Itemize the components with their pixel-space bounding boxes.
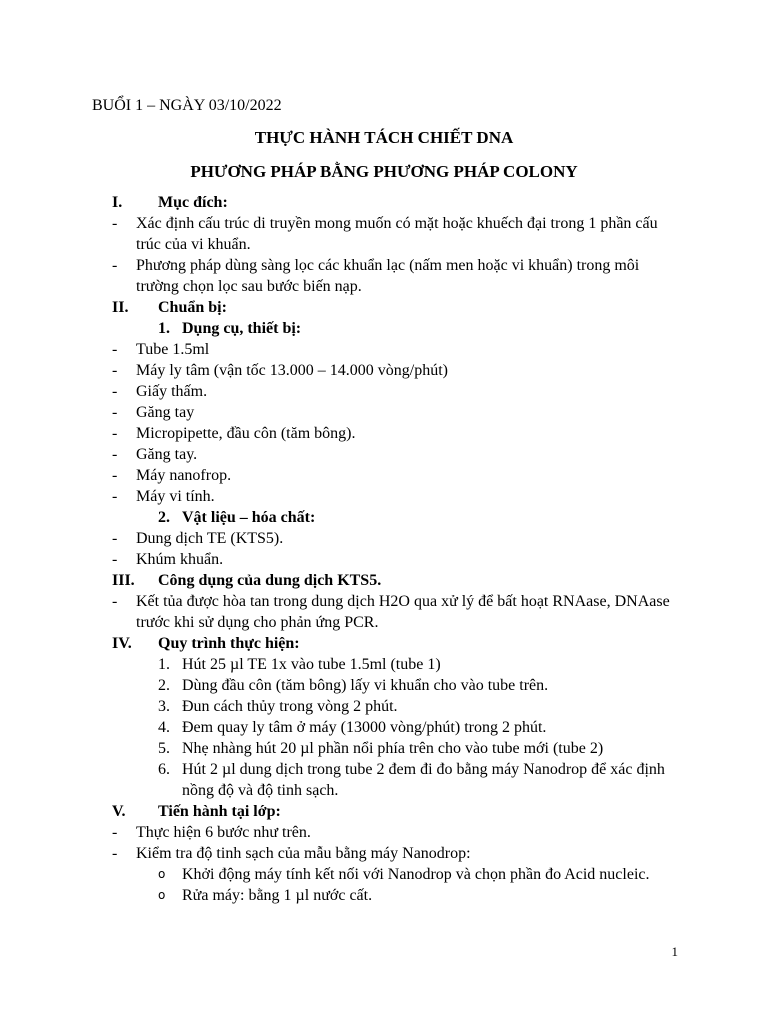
list-item bbox=[112, 465, 672, 486]
sub-title: PHƯƠNG PHÁP BẰNG PHƯƠNG PHÁP COLONY bbox=[190, 162, 578, 181]
step-text: Đun cách thủy trong vòng 2 phút. bbox=[182, 698, 398, 715]
step-text: Nhẹ nhàng hút 20 µl phần nổi phía trên cho vào tube mới (tube 2) bbox=[182, 740, 604, 757]
list-item-text: Thực hiện 6 bước như trên. bbox=[136, 824, 311, 841]
list-item bbox=[112, 591, 672, 633]
list-item bbox=[112, 402, 672, 423]
list-item bbox=[112, 423, 672, 444]
section-title: Công dụng của dung dịch KTS5. bbox=[158, 572, 382, 589]
list-item-text: Găng tay bbox=[136, 404, 195, 421]
list-item bbox=[112, 213, 672, 255]
sub-list-item-text: Rửa máy: bằng 1 µl nước cất. bbox=[182, 887, 373, 904]
dash-marker: - bbox=[112, 530, 118, 547]
list-item bbox=[112, 486, 672, 507]
list-item bbox=[112, 444, 672, 465]
list-item bbox=[112, 339, 672, 360]
section-procedure bbox=[112, 633, 672, 654]
list-item bbox=[112, 528, 672, 549]
list-item-text: Kết tủa được hòa tan trong dung dịch H2O qua xử lý để bất hoạt RNAase, DNAase trước khi sử dụng cho phản ứng PCR. bbox=[136, 593, 670, 631]
step-number: 4. bbox=[158, 719, 170, 736]
sub-list-item-text: Khởi động máy tính kết nối với Nanodrop và chọn phần đo Acid nucleic. bbox=[182, 866, 650, 883]
list-item bbox=[112, 843, 672, 864]
dash-marker: - bbox=[112, 551, 118, 568]
list-item-text: Găng tay. bbox=[136, 446, 198, 463]
section-purpose bbox=[112, 192, 672, 213]
dash-marker: - bbox=[112, 404, 118, 421]
main-title: THỰC HÀNH TÁCH CHIẾT DNA bbox=[254, 128, 514, 147]
dash-marker: - bbox=[112, 257, 118, 274]
page-number: 1 bbox=[671, 944, 678, 959]
subsection-title: Vật liệu – hóa chất: bbox=[182, 509, 316, 526]
subsection-number: 2. bbox=[158, 509, 170, 526]
dash-marker: - bbox=[112, 215, 118, 232]
subsection-title: Dụng cụ, thiết bị: bbox=[182, 320, 302, 337]
subsection-materials bbox=[112, 507, 672, 528]
section-number: V. bbox=[112, 803, 126, 820]
section-number: II. bbox=[112, 299, 129, 316]
session-header: BUỔI 1 – NGÀY 03/10/2022 bbox=[92, 97, 282, 114]
section-preparation bbox=[112, 297, 672, 318]
subsection-tools bbox=[112, 318, 672, 339]
step-number: 5. bbox=[158, 740, 170, 757]
dash-marker: - bbox=[112, 341, 118, 358]
step-text: Hút 2 µl dung dịch trong tube 2 đem đi đo bằng máy Nanodrop để xác định nồng độ và độ tinh sạch. bbox=[182, 761, 665, 799]
dash-marker: - bbox=[112, 488, 118, 505]
step-text: Hút 25 µl TE 1x vào tube 1.5ml (tube 1) bbox=[182, 656, 441, 673]
document-body bbox=[112, 192, 672, 906]
section-title: Mục đích: bbox=[158, 194, 228, 211]
list-item bbox=[112, 360, 672, 381]
list-item-text: Micropipette, đầu côn (tăm bông). bbox=[136, 425, 356, 442]
section-number: IV. bbox=[112, 635, 132, 652]
circle-bullet-icon: o bbox=[158, 888, 166, 902]
step-text: Dùng đầu côn (tăm bông) lấy vi khuẩn cho vào tube trên. bbox=[182, 677, 549, 694]
section-title: Quy trình thực hiện: bbox=[158, 635, 300, 652]
list-item-text: Máy vi tính. bbox=[136, 488, 215, 505]
dash-marker: - bbox=[112, 824, 118, 841]
sub-list-item bbox=[112, 864, 672, 885]
step-text: Đem quay ly tâm ở máy (13000 vòng/phút) trong 2 phút. bbox=[182, 719, 547, 736]
procedure-step bbox=[112, 675, 672, 696]
step-number: 6. bbox=[158, 761, 170, 778]
sub-list-item bbox=[112, 885, 672, 906]
procedure-step bbox=[112, 759, 672, 801]
dash-marker: - bbox=[112, 845, 118, 862]
list-item-text: Giấy thấm. bbox=[136, 383, 208, 400]
dash-marker: - bbox=[112, 593, 118, 610]
section-title: Chuẩn bị: bbox=[158, 299, 227, 316]
list-item bbox=[112, 255, 672, 297]
section-class-work bbox=[112, 801, 672, 822]
list-item-text: Máy nanofrop. bbox=[136, 467, 232, 484]
dash-marker: - bbox=[112, 467, 118, 484]
procedure-step bbox=[112, 696, 672, 717]
list-item bbox=[112, 822, 672, 843]
circle-bullet-icon: o bbox=[158, 867, 166, 881]
list-item-text: Xác định cấu trúc di truyền mong muốn có mặt hoặc khuếch đại trong 1 phần cấu trúc của vi khuẩn. bbox=[136, 215, 658, 253]
list-item-text: Khúm khuẩn. bbox=[136, 551, 224, 568]
procedure-step bbox=[112, 717, 672, 738]
dash-marker: - bbox=[112, 425, 118, 442]
section-kts5-usage bbox=[112, 570, 672, 591]
list-item-text: Dung dịch TE (KTS5). bbox=[136, 530, 284, 547]
step-number: 1. bbox=[158, 656, 170, 673]
dash-marker: - bbox=[112, 362, 118, 379]
list-item-text: Phương pháp dùng sàng lọc các khuẩn lạc (nấm men hoặc vi khuẩn) trong môi trường chọn lọc sau bước biến nạp. bbox=[136, 257, 640, 295]
step-number: 2. bbox=[158, 677, 170, 694]
section-number: I. bbox=[112, 194, 123, 211]
dash-marker: - bbox=[112, 446, 118, 463]
list-item bbox=[112, 381, 672, 402]
list-item bbox=[112, 549, 672, 570]
section-title: Tiến hành tại lớp: bbox=[158, 803, 281, 820]
list-item-text: Máy ly tâm (vận tốc 13.000 – 14.000 vòng/phút) bbox=[136, 362, 448, 379]
list-item-text: Kiểm tra độ tinh sạch của mẫu bằng máy Nanodrop: bbox=[136, 845, 471, 862]
procedure-step bbox=[112, 654, 672, 675]
list-item-text: Tube 1.5ml bbox=[136, 341, 210, 358]
procedure-step bbox=[112, 738, 672, 759]
subsection-number: 1. bbox=[158, 320, 170, 337]
dash-marker: - bbox=[112, 383, 118, 400]
section-number: III. bbox=[112, 572, 135, 589]
step-number: 3. bbox=[158, 698, 170, 715]
